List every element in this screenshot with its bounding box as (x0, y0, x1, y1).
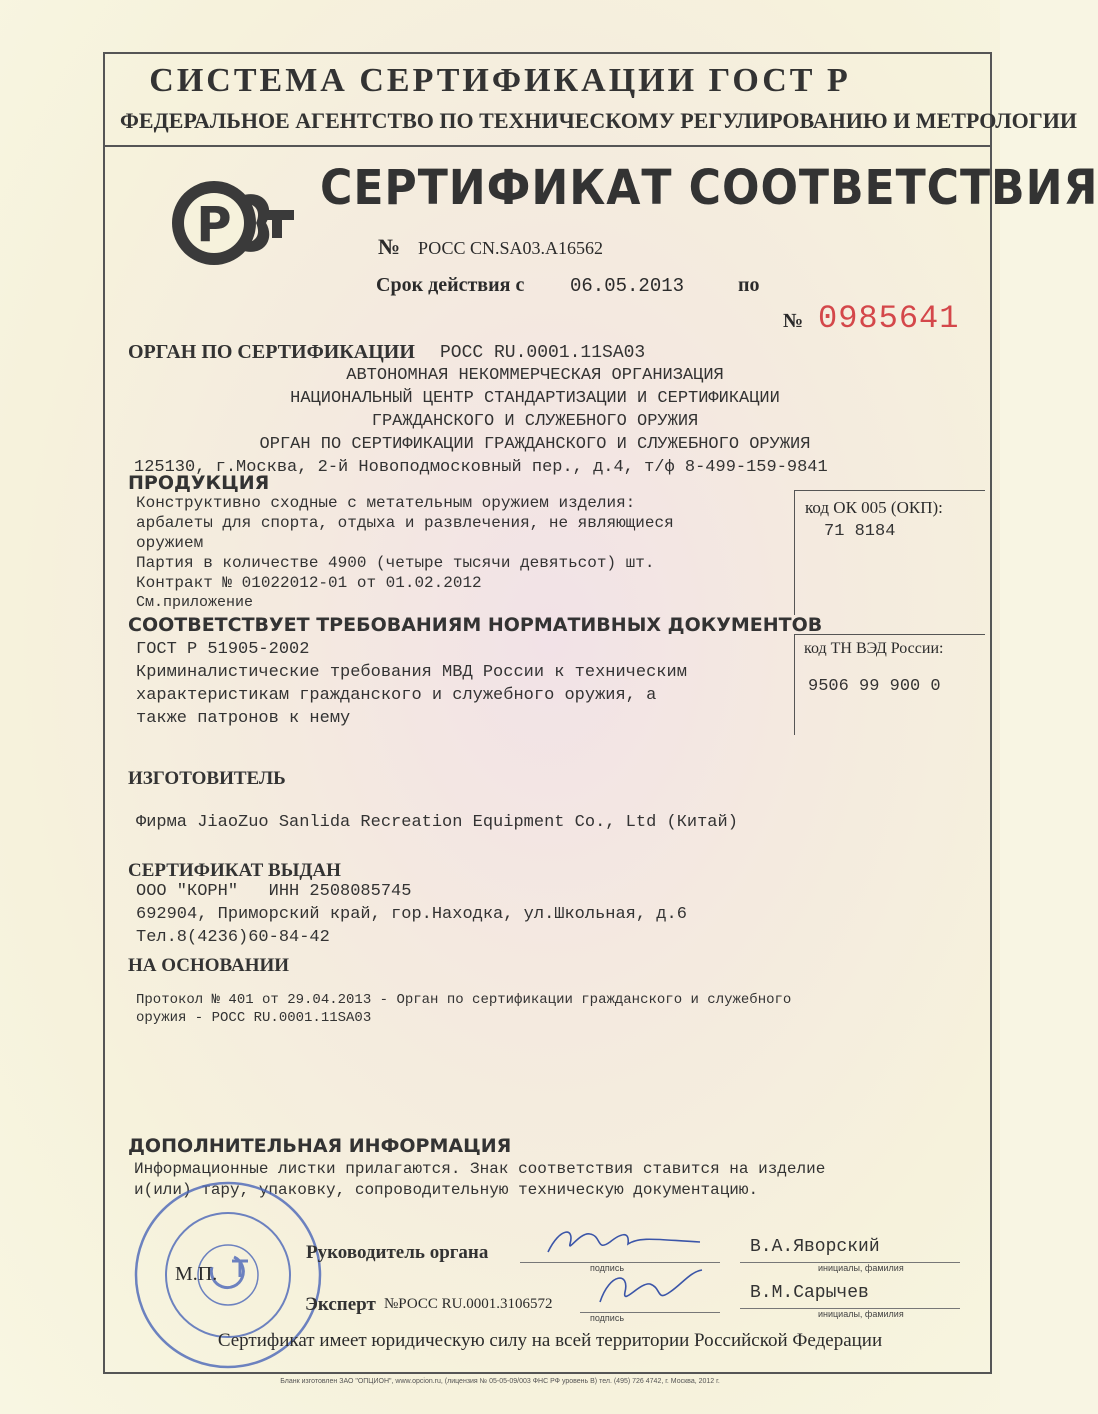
expert-name: В.М.Сарычев (750, 1283, 869, 1303)
form-number-label: № (783, 310, 804, 332)
head-name: В.А.Яворский (750, 1237, 880, 1257)
certification-body-code: РОСС RU.0001.11SA03 (440, 343, 646, 363)
cert-body-line: ОРГАН ПО СЕРТИФИКАЦИИ ГРАЖДАНСКОГО И СЛУЖЕБНОГО ОРУЖИЯ (259, 435, 811, 454)
cert-body-address: 125130, г.Москва, 2-й Новоподмосковный пер., д.4, т/ф 8-499-159-9841 (134, 458, 828, 477)
additional-info-line: и(или) тару, упаковку, сопроводительную техническую документацию. (134, 1181, 759, 1199)
certificate-number: РОСС CN.SA03.A16562 (418, 238, 603, 258)
valid-from-date: 06.05.2013 (570, 275, 685, 297)
agency-name: ФЕДЕРАЛЬНОЕ АГЕНТСТВО ПО ТЕХНИЧЕСКОМУ РЕГУЛИРОВАНИЮ И МЕТРОЛОГИИ (120, 108, 1077, 133)
system-title: СИСТЕМА СЕРТИФИКАЦИИ ГОСТ Р (149, 62, 851, 99)
rst-logo-icon (170, 178, 300, 268)
issued-to-line: 692904, Приморский край, гор.Находка, ул.Школьная, д.6 (136, 905, 687, 924)
svg-text:Р: Р (196, 197, 232, 253)
product-line: Партия в количестве 4900 (четыре тысячи девятьсот) шт. (136, 554, 655, 572)
header-divider (103, 145, 992, 147)
additional-info-label: ДОПОЛНИТЕЛЬНАЯ ИНФОРМАЦИЯ (128, 1135, 512, 1157)
okp-code-label: код ОК 005 (ОКП): (805, 498, 943, 517)
basis-line: оружия - РОСС RU.0001.11SA03 (136, 1010, 372, 1026)
validity-label: Срок действия с (376, 274, 525, 296)
issued-to-line: ООО "КОРН" ИНН 2508085745 (136, 882, 412, 901)
certificate-title: СЕРТИФИКАТ СООТВЕТСТВИЯ (320, 160, 1098, 216)
validity-statement: Сертификат имеет юридическую силу на всей территории Российской Федерации (217, 1330, 883, 1351)
issued-to-line: Тел.8(4236)60-84-42 (136, 928, 330, 947)
head-signature-icon (540, 1222, 710, 1262)
head-label: Руководитель органа (306, 1242, 489, 1263)
product-line: Конструктивно сходные с метательным оружием изделия: (136, 494, 636, 512)
conformity-line: Криминалистические требования МВД России к техническим (136, 663, 687, 682)
expert-code: №РОСС RU.0001.3106572 (384, 1296, 553, 1312)
certification-body-label: ОРГАН ПО СЕРТИФИКАЦИИ (128, 341, 415, 363)
conformity-line: ГОСТ Р 51905-2002 (136, 640, 310, 659)
cert-body-line: ГРАЖДАНСКОГО И СЛУЖЕБНОГО ОРУЖИЯ (371, 412, 699, 431)
issued-to-label: СЕРТИФИКАТ ВЫДАН (128, 860, 341, 881)
expert-name-caption: инициалы, фамилия (818, 1309, 904, 1319)
valid-to-label: по (738, 274, 760, 296)
conformity-line: характеристикам гражданского и служебного оружия, а (136, 686, 657, 705)
head-sign-caption: подпись (590, 1263, 625, 1273)
number-label: № (378, 234, 401, 259)
cert-body-line: НАЦИОНАЛЬНЫЙ ЦЕНТР СТАНДАРТИЗАЦИИ И СЕРТИФИКАЦИИ (290, 389, 780, 408)
basis-label: НА ОСНОВАНИИ (128, 955, 290, 976)
conformity-label: СООТВЕТСТВУЕТ ТРЕБОВАНИЯМ НОРМАТИВНЫХ ДОКУМЕНТОВ (128, 614, 823, 636)
okp-code-value: 71 8184 (824, 522, 896, 541)
tnved-code-value: 9506 99 900 0 (808, 677, 941, 696)
expert-signature-icon (590, 1262, 710, 1312)
print-info: Бланк изготовлен ЗАО "ОПЦИОН", www.opcion.ru, (лицензия № 05-05-09/003 ФНС РФ уровень В) тел. (495) 726 4742, г. Москва, 2012 г. (280, 1378, 720, 1385)
seal-label: М.П. (175, 1263, 218, 1285)
basis-line: Протокол № 401 от 29.04.2013 - Орган по сертификации гражданского и служебного (136, 992, 792, 1008)
conformity-line: также патронов к нему (136, 709, 351, 728)
product-line: оружием (136, 534, 204, 552)
form-number: 0985641 (818, 300, 960, 337)
cert-body-line: АВТОНОМНАЯ НЕКОММЕРЧЕСКАЯ ОРГАНИЗАЦИЯ (346, 366, 724, 385)
product-label: ПРОДУКЦИЯ (128, 472, 270, 494)
expert-sign-caption: подпись (590, 1313, 625, 1323)
tnved-code-label: код ТН ВЭД России: (804, 640, 944, 657)
expert-label: Эксперт (305, 1294, 376, 1315)
head-name-caption: инициалы, фамилия (818, 1263, 904, 1273)
manufacturer-value: Фирма JiaoZuo Sanlida Recreation Equipment Co., Ltd (Китай) (136, 813, 738, 832)
manufacturer-label: ИЗГОТОВИТЕЛЬ (128, 768, 286, 789)
additional-info-line: Информационные листки прилагаются. Знак соответствия ставится на изделие (134, 1160, 826, 1178)
product-line: арбалеты для спорта, отдыха и развлечения, не являющиеся (136, 514, 674, 532)
product-line: См.приложение (136, 594, 254, 611)
product-line: Контракт № 01022012-01 от 01.02.2012 (136, 574, 482, 592)
